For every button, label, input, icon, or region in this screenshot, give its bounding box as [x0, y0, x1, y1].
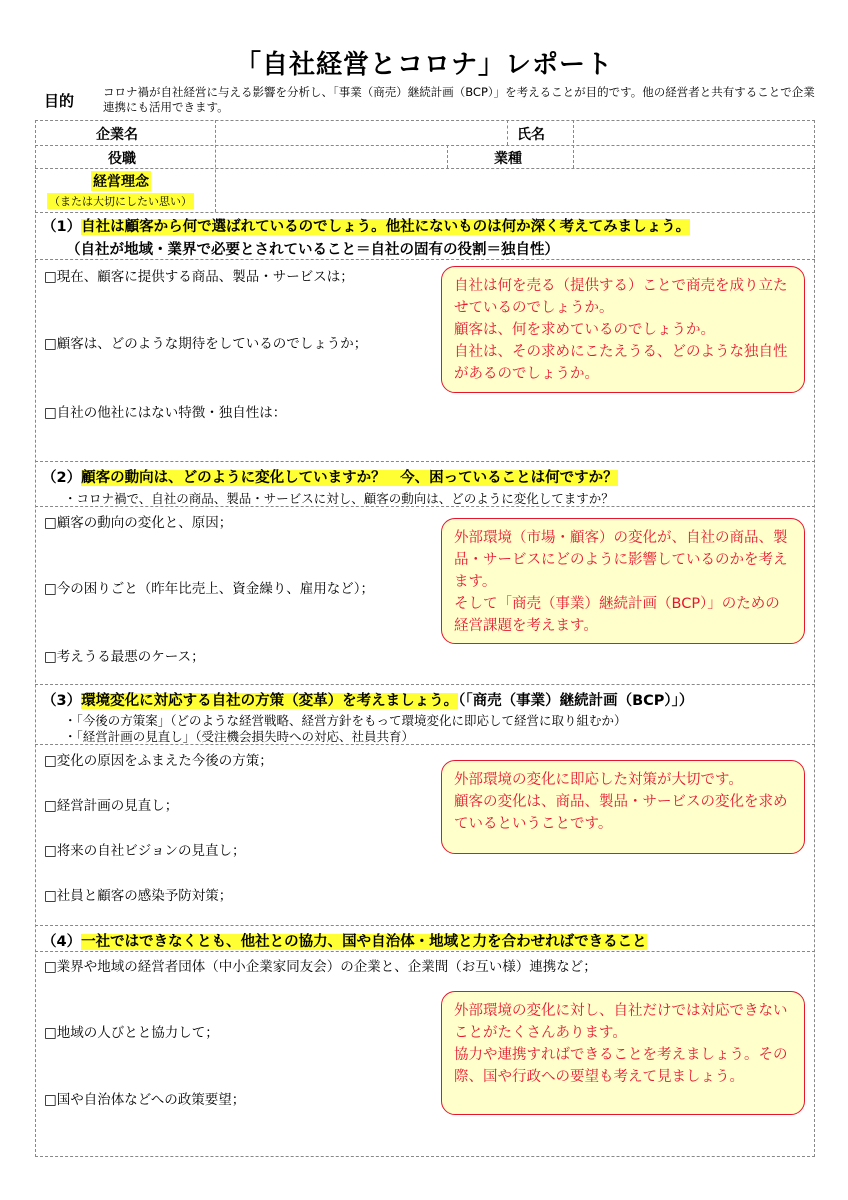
- section-3-title: （3）環境変化に対応する自社の方策（変革）を考えましょう。（「商売（事業）継続計画（BCP）」）: [42, 693, 694, 709]
- divider: [35, 212, 815, 213]
- divider: [35, 744, 815, 745]
- question: □現在、顧客に提供する商品、製品・サービスは；: [44, 269, 354, 285]
- divider: [35, 506, 815, 507]
- divider: [35, 168, 815, 169]
- question: □自社の他社にはない特徴・独自性は：: [44, 405, 287, 421]
- philosophy-label: 経営理念: [91, 171, 151, 191]
- question: □業界や地域の経営者団体（中小企業家同友会）の企業と、企業間（お互い様）連携など；: [44, 959, 597, 975]
- callout-hint: 外部環境の変化に即応した対策が大切です。 顧客の変化は、商品、製品・サービスの変化を求めているということです。: [441, 760, 805, 854]
- divider: [35, 145, 815, 146]
- callout-hint: 外部環境の変化に対し、自社だけでは対応できないことがたくさんあります。 協力や連携すればできることを考えましょう。その際、国や行政への要望も考えて見ましょう。: [441, 991, 805, 1115]
- callout-hint: 自社は何を売る（提供する）ことで商売を成り立たせているのでしょうか。 顧客は、何を求めているのでしょうか。 自社は、その求めにこたえうる、どのような独自性があるのでしょうか。: [441, 266, 805, 393]
- section-note: ・コロナ禍で、自社の商品、製品・サービスに対し、顧客の動向は、どのように変化してますか？: [64, 491, 614, 506]
- section-4-title: （4）一社ではできなくとも、他社との協力、国や自治体・地域と力を合わせればできること: [42, 934, 647, 950]
- question: □国や自治体などへの政策要望；: [44, 1092, 246, 1108]
- industry-label: 業種: [494, 151, 522, 167]
- divider: [35, 925, 815, 926]
- question: □顧客の動向の変化と、原因；: [44, 515, 233, 531]
- question: □将来の自社ビジョンの見直し；: [44, 843, 246, 859]
- purpose-text: コロナ禍が自社経営に与える影響を分析し、「事業（商売）継続計画（BCP）」を考えることが目的です。他の経営者と共有することで企業連携にも活用できます。: [103, 85, 815, 114]
- purpose-label: 目的: [44, 92, 75, 110]
- name-label: 氏名: [517, 127, 545, 143]
- question: □変化の原因をふまえた今後の方策；: [44, 753, 273, 769]
- philosophy-sub: （または大切にしたい思い）: [49, 195, 192, 208]
- divider: [507, 120, 508, 145]
- section-note: ・「今後の方策案」（どのような経営戦略、経営方針をもって環境変化に即応して経営に取り組むか）: [64, 713, 627, 728]
- question: □社員と顧客の感染予防対策；: [44, 888, 233, 904]
- question: □今の困りごと（昨年比売上、資金繰り、雇用など）；: [44, 581, 375, 597]
- divider: [35, 684, 815, 685]
- divider: [35, 461, 815, 462]
- divider: [215, 120, 216, 212]
- page-title: 「自社経営とコロナ」レポート: [234, 50, 613, 80]
- divider: [447, 145, 448, 168]
- divider: [35, 259, 815, 260]
- section-2-title: （2）顧客の動向は、どのように変化していますか？ 今、困っていることは何ですか？: [42, 470, 618, 486]
- callout-hint: 外部環境（市場・顧客）の変化が、自社の商品、製品・サービスにどのように影響しているのかを考えます。 そして「商売（事業）継続計画（BCP）」のための経営課題を考えます。: [441, 518, 805, 644]
- question: □顧客は、どのような期待をしているのでしょうか；: [44, 336, 368, 352]
- position-label: 役職: [108, 151, 136, 167]
- divider: [573, 120, 574, 168]
- question: □地域の人びとと協力して；: [44, 1025, 219, 1041]
- company-label: 企業名: [96, 127, 138, 143]
- question: □考えうる最悪のケース；: [44, 649, 205, 665]
- section-1-title: （1）自社は顧客から何で選ばれているのでしょう。他社にないものは何か深く考えてみましょう。: [42, 219, 691, 235]
- question: □経営計画の見直し；: [44, 798, 179, 814]
- section-note: ・「経営計画の見直し」（受注機会損失時への対応、社員共育）: [64, 729, 415, 744]
- divider: [35, 951, 815, 952]
- section-1-subtitle: （自社が地域・業界で必要とされていること＝自社の固有の役割＝独自性）: [66, 242, 559, 258]
